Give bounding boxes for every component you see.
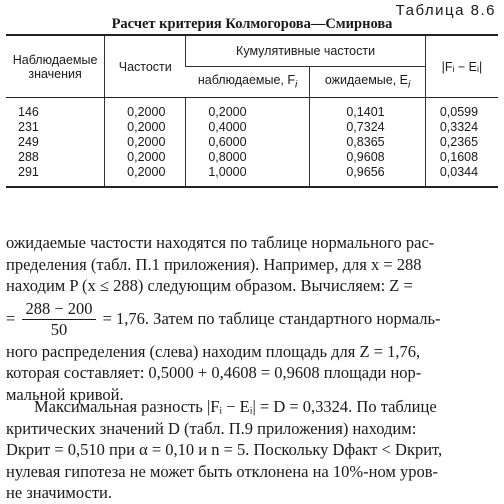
header-difference: |Fᵢ − Eᵢ| bbox=[425, 35, 498, 98]
cell-difference: 0,1608 bbox=[425, 150, 498, 165]
cell-difference: 0,3324 bbox=[425, 120, 498, 135]
table-row bbox=[6, 165, 498, 187]
text-line: ожидаемые частости находятся по таблице нормального рас- bbox=[6, 233, 435, 252]
cell-difference: 0,2365 bbox=[425, 135, 498, 150]
paragraph-max-difference bbox=[6, 396, 500, 504]
fraction-denominator: 50 bbox=[50, 320, 68, 340]
cell-observed-cum: 0,6000 bbox=[186, 135, 310, 150]
cell-expected-cum: 0,8365 bbox=[310, 135, 425, 150]
table-row bbox=[6, 120, 498, 135]
text-line: нулевая гипотеза не может быть отклонена на 10%-ном уров- bbox=[6, 461, 438, 481]
text-line: ного распределения (слева) находим площадь для Z = 1,76, bbox=[6, 341, 421, 361]
text-line: критических значений D (табл. П.9 приложения) находим: bbox=[6, 418, 417, 438]
text-line: Dкрит = 0,510 при α = 0,10 и n = 5. Поскольку Dфакт < Dкрит, bbox=[6, 440, 443, 459]
text-line: не значимости. bbox=[6, 483, 113, 502]
table-number: Таблица 8.6 bbox=[395, 2, 496, 19]
paragraph-expected-frequencies bbox=[6, 232, 500, 405]
text-line: мальной кривой. bbox=[6, 384, 124, 404]
cell-observed-cum: 0,2000 bbox=[186, 98, 310, 121]
table-row bbox=[6, 135, 498, 150]
text-line: Максимальная разность |Fᵢ − Eᵢ| = D = 0,3324. По таблице bbox=[34, 397, 437, 416]
cell-frequency: 0,2000 bbox=[105, 98, 186, 121]
header-frequencies: Частости bbox=[105, 35, 186, 98]
cell-difference: 0,0599 bbox=[425, 98, 498, 121]
cell-expected-cum: 0,9656 bbox=[310, 165, 425, 187]
formula-line bbox=[6, 297, 500, 341]
cell-value: 231 bbox=[18, 120, 39, 134]
table-title: Расчет критерия Колмогорова—Смирнова bbox=[111, 16, 393, 32]
text-line: находим P (x ≤ 288) следующим образом. Вычисляем: Z = bbox=[6, 276, 413, 295]
cell-value: 249 bbox=[18, 135, 39, 149]
table-row bbox=[6, 98, 498, 121]
header-cumulative: Кумулятивные частости bbox=[186, 35, 425, 67]
cell-expected-cum: 0,9608 bbox=[310, 150, 425, 165]
cell-observed-cum: 0,8000 bbox=[186, 150, 310, 165]
cell-frequency: 0,2000 bbox=[105, 135, 186, 150]
header-observed-values: Наблюдаемые значения bbox=[6, 35, 105, 98]
cell-frequency: 0,2000 bbox=[105, 165, 186, 187]
cell-observed-cum: 0,4000 bbox=[186, 120, 310, 135]
cell-value: 291 bbox=[6, 165, 105, 187]
cell-value: 146 bbox=[18, 105, 39, 119]
header-observed-cum: наблюдаемые, $F_i$ bbox=[186, 67, 310, 98]
text-line: которая составляет: 0,5000 + 0,4608 = 0,9608 площади нор- bbox=[6, 363, 422, 382]
cell-expected-cum: 0,1401 bbox=[310, 98, 425, 121]
cell-expected-cum: 0,7324 bbox=[310, 120, 425, 135]
formula-continuation: = 1,76. Затем по таблице стандартного нормаль- bbox=[102, 308, 441, 328]
table-row bbox=[6, 150, 498, 165]
cell-value: 288 bbox=[18, 150, 39, 164]
fraction-numerator: 288 − 200 bbox=[22, 299, 95, 320]
cell-frequency: 0,2000 bbox=[105, 120, 186, 135]
equals-sign: = bbox=[6, 308, 16, 328]
kolmogorov-smirnov-table bbox=[6, 34, 498, 188]
cell-frequency: 0,2000 bbox=[105, 150, 186, 165]
cell-observed-cum: 1,0000 bbox=[186, 165, 310, 187]
text-line: пределения (табл. П.1 приложения). Например, для x = 288 bbox=[6, 254, 422, 274]
header-expected-cum: ожидаемые, $E_i$ bbox=[310, 67, 425, 98]
cell-difference: 0,0344 bbox=[425, 165, 498, 187]
z-fraction bbox=[22, 299, 95, 340]
